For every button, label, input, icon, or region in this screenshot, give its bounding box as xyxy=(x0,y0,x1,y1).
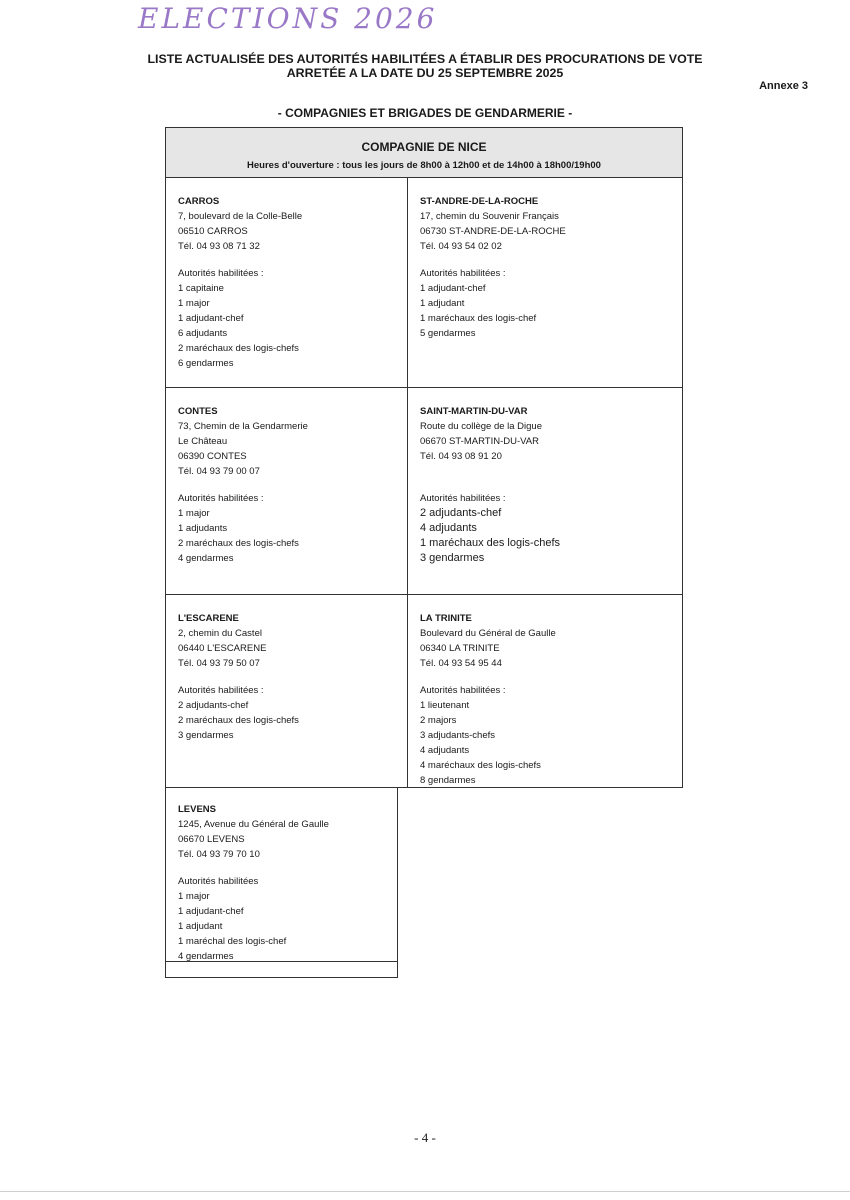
brigade-name: CONTES xyxy=(178,406,218,417)
title-line-1: LISTE ACTUALISÉE DES AUTORITÉS HABILITÉES A ÉTABLIR DES PROCURATIONS DE VOTE xyxy=(147,52,703,66)
address-line: 7, boulevard de la Colle-Belle xyxy=(178,211,303,222)
table-row xyxy=(166,595,682,788)
authority-item: 1 maréchal des logis-chef xyxy=(178,936,287,947)
address-line: 06670 LEVENS xyxy=(178,834,245,845)
authorities-label: Autorités habilitées : xyxy=(178,493,264,504)
document-title xyxy=(0,52,850,80)
authorities-label: Autorités habilitées : xyxy=(420,268,506,279)
authority-item: 1 adjudant xyxy=(420,298,465,309)
address-line: 06440 L'ESCARENE xyxy=(178,643,267,654)
page-number: - 4 - xyxy=(414,1130,436,1145)
address-line: 06340 LA TRINITE xyxy=(420,643,500,654)
annexe-label: Annexe 3 xyxy=(759,80,808,92)
authorities-label: Autorités habilitées : xyxy=(420,685,506,696)
authorities-label: Autorités habilitées : xyxy=(178,268,264,279)
address-line: Le Château xyxy=(178,436,228,447)
authorities-label: Autorités habilitées : xyxy=(178,685,264,696)
phone-line: Tél. 04 93 54 02 02 xyxy=(420,241,502,252)
table-divider xyxy=(166,961,397,962)
brigade-name: LEVENS xyxy=(178,804,217,815)
authority-item: 1 capitaine xyxy=(178,283,224,294)
authority-item: 1 maréchaux des logis-chefs xyxy=(420,537,561,549)
authority-item: 6 adjudants xyxy=(178,328,228,339)
brigade-card-levens-content xyxy=(166,788,407,964)
authority-item: 2 maréchaux des logis-chefs xyxy=(178,343,299,354)
table-row xyxy=(166,388,682,595)
brigade-card-levens xyxy=(165,788,398,978)
phone-line: Tél. 04 93 79 00 07 xyxy=(178,466,260,477)
authority-item: 4 gendarmes xyxy=(178,951,234,962)
authority-item: 1 major xyxy=(178,891,210,902)
phone-line: Tél. 04 93 08 91 20 xyxy=(420,451,502,462)
brigade-name: L'ESCARENE xyxy=(178,613,239,624)
address-line: Boulevard du Général de Gaulle xyxy=(420,628,556,639)
authority-item: 1 adjudant-chef xyxy=(178,313,244,324)
address-line: Route du collège de la Digue xyxy=(420,421,543,432)
brigade-card-carros xyxy=(166,178,408,387)
authority-item: 1 adjudant xyxy=(178,921,223,932)
table-row xyxy=(166,178,682,388)
address-line: 06390 CONTES xyxy=(178,451,247,462)
authorities-label: Autorités habilitées : xyxy=(420,493,506,504)
authority-item: 2 maréchaux des logis-chefs xyxy=(178,715,299,726)
section-subtitle: - COMPAGNIES ET BRIGADES DE GENDARMERIE - xyxy=(277,106,573,120)
phone-line: Tél. 04 93 54 95 44 xyxy=(420,658,502,669)
company-header xyxy=(166,128,682,178)
address-line: 06670 ST-MARTIN-DU-VAR xyxy=(420,436,539,447)
authority-item: 3 adjudants-chefs xyxy=(420,730,495,741)
brigade-card-saint-martin-du-var xyxy=(408,388,649,594)
authority-item: 1 lieutenant xyxy=(420,700,470,711)
authority-item: 2 majors xyxy=(420,715,457,726)
authority-item: 5 gendarmes xyxy=(420,328,476,339)
brigades-table xyxy=(165,127,683,788)
handwritten-note: ELECTIONS 2026 xyxy=(138,2,438,35)
address-line: 06510 CARROS xyxy=(178,226,248,237)
authority-item: 1 adjudant-chef xyxy=(178,906,244,917)
brigade-card-l-escarene xyxy=(166,595,408,787)
authority-item: 2 adjudants-chef xyxy=(420,507,502,519)
authority-item: 1 major xyxy=(178,508,210,519)
company-hours: Heures d'ouverture : tous les jours de 8h00 à 12h00 et de 14h00 à 18h00/19h00 xyxy=(247,160,601,171)
brigade-card-la-trinite xyxy=(408,595,649,787)
address-line: 06730 ST-ANDRE-DE-LA-ROCHE xyxy=(420,226,566,237)
authority-item: 2 adjudants-chef xyxy=(178,700,249,711)
authorities-label: Autorités habilitées xyxy=(178,876,259,887)
page-edge-line xyxy=(0,1191,850,1192)
authority-item: 4 adjudants xyxy=(420,745,470,756)
address-line: 2, chemin du Castel xyxy=(178,628,262,639)
brigade-card-st-andre-de-la-roche xyxy=(408,178,649,387)
authority-item: 3 gendarmes xyxy=(420,552,485,564)
authority-item: 6 gendarmes xyxy=(178,358,234,369)
address-line: 1245, Avenue du Général de Gaulle xyxy=(178,819,329,830)
address-line: 73, Chemin de la Gendarmerie xyxy=(178,421,308,432)
authority-item: 2 maréchaux des logis-chefs xyxy=(178,538,299,549)
brigade-name: LA TRINITE xyxy=(420,613,472,624)
address-line: 17, chemin du Souvenir Français xyxy=(420,211,559,222)
company-name: COMPAGNIE DE NICE xyxy=(361,140,487,154)
brigade-name: SAINT-MARTIN-DU-VAR xyxy=(420,406,528,417)
authority-item: 1 adjudants xyxy=(178,523,228,534)
authority-item: 1 adjudant-chef xyxy=(420,283,486,294)
phone-line: Tél. 04 93 08 71 32 xyxy=(178,241,260,252)
authority-item: 4 gendarmes xyxy=(178,553,234,564)
authority-item: 1 maréchaux des logis-chef xyxy=(420,313,537,324)
authority-item: 4 adjudants xyxy=(420,522,477,534)
authority-item: 3 gendarmes xyxy=(178,730,234,741)
brigade-name: CARROS xyxy=(178,196,220,207)
authority-item: 4 maréchaux des logis-chefs xyxy=(420,760,541,771)
phone-line: Tél. 04 93 79 70 10 xyxy=(178,849,260,860)
authority-item: 1 major xyxy=(178,298,210,309)
phone-line: Tél. 04 93 79 50 07 xyxy=(178,658,260,669)
brigade-name: ST-ANDRE-DE-LA-ROCHE xyxy=(420,196,539,207)
brigade-card-contes xyxy=(166,388,408,594)
title-line-2: ARRETÉE A LA DATE DU 25 SEPTEMBRE 2025 xyxy=(286,66,564,80)
authority-item: 8 gendarmes xyxy=(420,775,476,786)
